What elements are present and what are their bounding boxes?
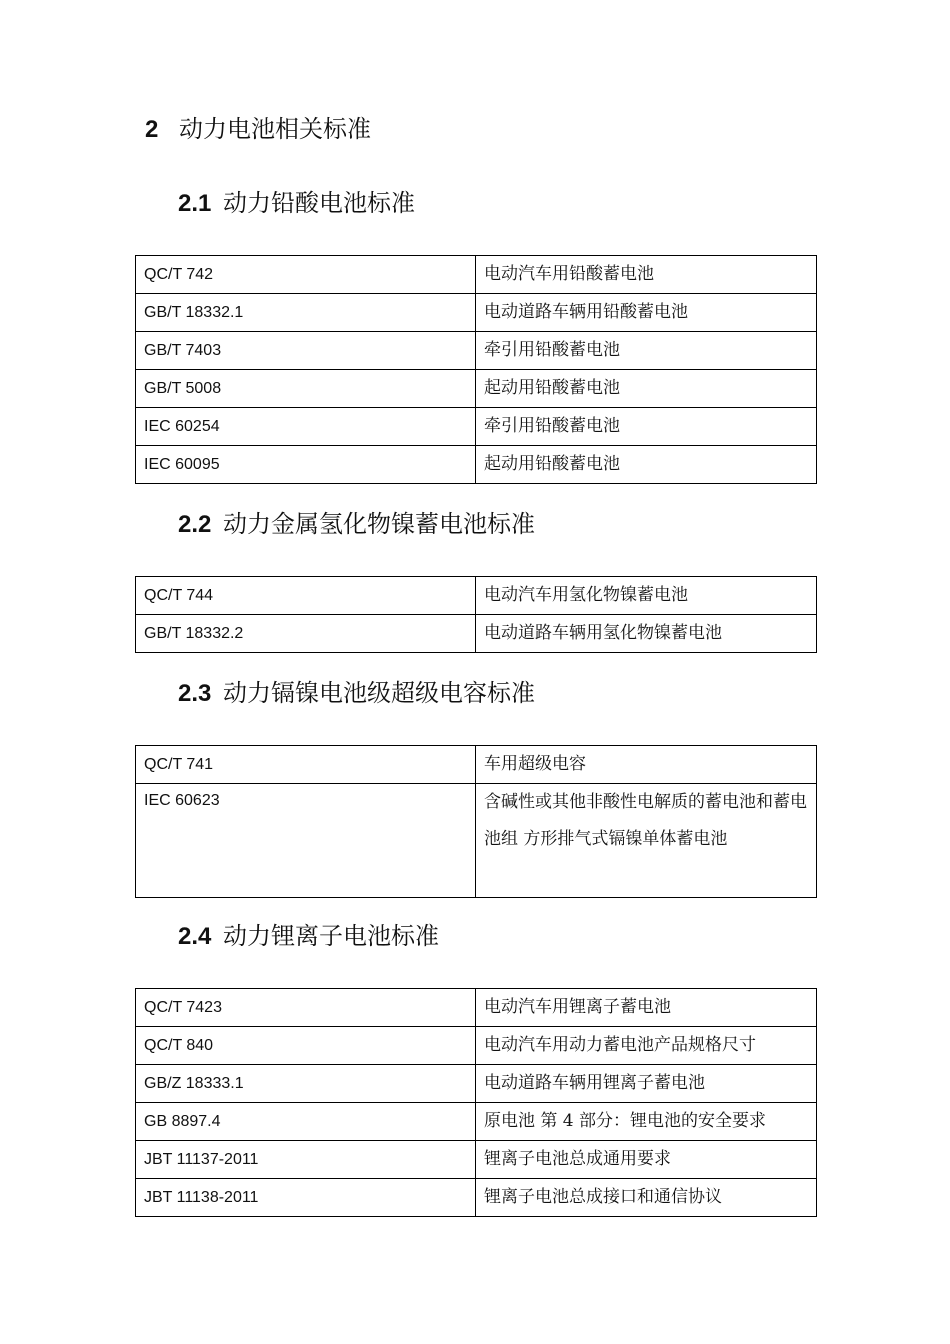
table-row — [136, 1065, 817, 1103]
standard-title: 锂离子电池总成通用要求 — [476, 1141, 817, 1179]
table-row — [136, 989, 817, 1027]
standard-code: IEC 60095 — [136, 446, 476, 484]
standard-title: 锂离子电池总成接口和通信协议 — [476, 1179, 817, 1217]
standards-table-lead-acid — [135, 255, 817, 484]
table-row — [136, 1027, 817, 1065]
standard-code: GB/T 7403 — [136, 332, 476, 370]
standard-code: IEC 60254 — [136, 408, 476, 446]
standard-code: GB/T 5008 — [136, 370, 476, 408]
standard-code: QC/T 741 — [136, 746, 476, 784]
chapter-number: 2 — [145, 116, 159, 143]
table-row — [136, 1141, 817, 1179]
section-number: 2.3 — [178, 680, 212, 707]
table-row — [136, 615, 817, 653]
standard-title: 电动汽车用氢化物镍蓄电池 — [476, 577, 817, 615]
standard-title: 电动道路车辆用锂离子蓄电池 — [476, 1065, 817, 1103]
standard-title: 牵引用铅酸蓄电池 — [476, 408, 817, 446]
section-title: 动力镉镍电池级超级电容标准 — [223, 679, 535, 707]
table-row — [136, 408, 817, 446]
section-heading — [178, 191, 415, 216]
standards-table-nicd-supercap — [135, 745, 817, 898]
standard-title: 牵引用铅酸蓄电池 — [476, 332, 817, 370]
standard-title: 电动道路车辆用氢化物镍蓄电池 — [476, 615, 817, 653]
table-row — [136, 577, 817, 615]
section-title: 动力金属氢化物镍蓄电池标准 — [223, 510, 535, 538]
standard-title: 起动用铅酸蓄电池 — [476, 370, 817, 408]
standards-table-nimh — [135, 576, 817, 653]
standard-code: JBT 11138-2011 — [136, 1179, 476, 1217]
table-row — [136, 746, 817, 784]
standard-title: 电动汽车用动力蓄电池产品规格尺寸 — [476, 1027, 817, 1065]
standard-code: IEC 60623 — [136, 784, 476, 898]
section-title: 动力锂离子电池标准 — [223, 922, 439, 950]
standard-code: GB/Z 18333.1 — [136, 1065, 476, 1103]
section-number: 2.1 — [178, 190, 212, 217]
table-row — [136, 1179, 817, 1217]
chapter-title: 动力电池相关标准 — [179, 115, 371, 143]
standards-table-li-ion — [135, 988, 817, 1217]
standard-title: 电动道路车辆用铅酸蓄电池 — [476, 294, 817, 332]
chapter-heading — [145, 117, 371, 142]
standard-title: 车用超级电容 — [476, 746, 817, 784]
section-heading — [178, 512, 535, 537]
standard-code: GB/T 18332.1 — [136, 294, 476, 332]
standard-code: GB/T 18332.2 — [136, 615, 476, 653]
standard-title: 原电池 第 4 部分：锂电池的安全要求 — [476, 1103, 817, 1141]
standard-title: 含碱性或其他非酸性电解质的蓄电池和蓄电池组 方形排气式镉镍单体蓄电池 — [476, 784, 817, 898]
table-row — [136, 1103, 817, 1141]
table-row — [136, 332, 817, 370]
standard-title: 电动汽车用铅酸蓄电池 — [476, 256, 817, 294]
standard-title: 电动汽车用锂离子蓄电池 — [476, 989, 817, 1027]
standard-title: 起动用铅酸蓄电池 — [476, 446, 817, 484]
table-row — [136, 294, 817, 332]
standard-code: QC/T 742 — [136, 256, 476, 294]
table-row — [136, 370, 817, 408]
table-row — [136, 256, 817, 294]
section-heading — [178, 681, 535, 706]
section-number: 2.4 — [178, 923, 212, 950]
section-title: 动力铅酸电池标准 — [223, 189, 415, 217]
standard-code: GB 8897.4 — [136, 1103, 476, 1141]
standard-code: QC/T 840 — [136, 1027, 476, 1065]
section-heading — [178, 924, 439, 949]
standard-code: QC/T 744 — [136, 577, 476, 615]
table-row — [136, 784, 817, 898]
table-row — [136, 446, 817, 484]
standard-code: QC/T 7423 — [136, 989, 476, 1027]
section-number: 2.2 — [178, 511, 212, 538]
standard-code: JBT 11137-2011 — [136, 1141, 476, 1179]
